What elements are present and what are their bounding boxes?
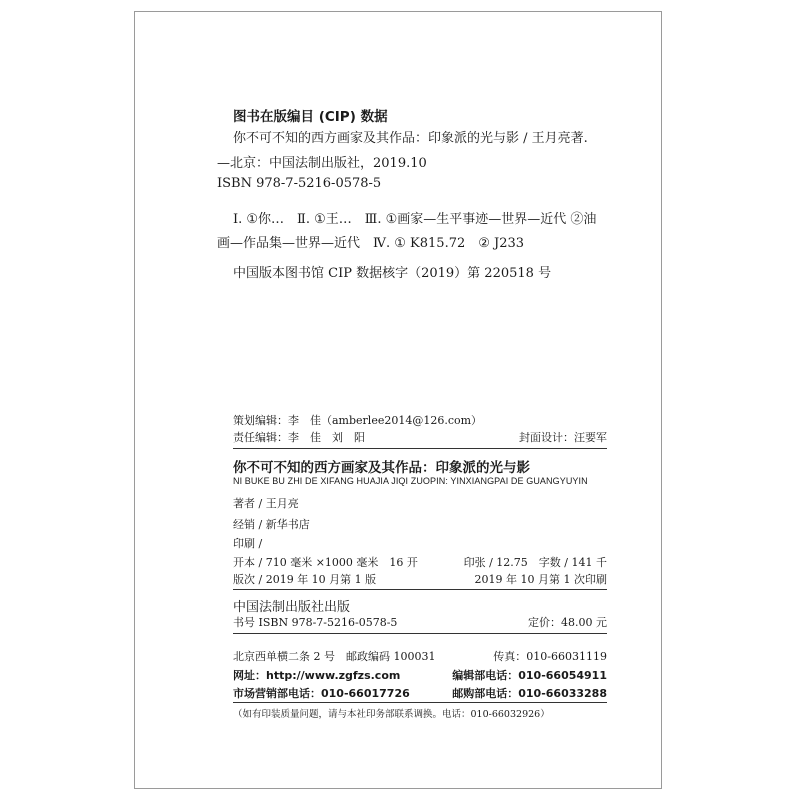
book-title-pinyin: NI BUKE BU ZHI DE XIFANG HUAJIA JIQI ZUOPIN: YINXIANGPAI DE GUANGYUYIN xyxy=(233,476,588,486)
cip-line-isbn: ISBN 978-7-5216-0578-5 xyxy=(217,176,382,191)
cip-line-classification-2: 画—作品集—世界—近代 Ⅳ. ① K815.72 ② J233 xyxy=(217,236,525,251)
book-sheets: 印张 / 12.75 字数 / 141 千 xyxy=(463,556,607,569)
quality-note: （如有印装质量问题，请与本社印务部联系调换。电话：010-66032926） xyxy=(233,709,550,720)
book-format: 开本 / 710 毫米 ×1000 毫米 16 开 xyxy=(233,556,418,569)
cip-line-title-author: 你不可不知的西方画家及其作品：印象派的光与影 / 王月亮著. xyxy=(233,131,588,146)
book-author: 著者 / 王月亮 xyxy=(233,497,299,510)
editor-row xyxy=(233,429,607,445)
copyright-page xyxy=(134,11,662,789)
mail-order-phone: 邮购部电话：010-66033288 xyxy=(452,687,607,700)
book-price: 定价：48.00 元 xyxy=(528,616,607,629)
cip-line-classification-1: Ⅰ. ①你… Ⅱ. ①王… Ⅲ. ①画家—生平事迹—世界—近代 ②油 xyxy=(233,212,597,227)
book-printer: 印刷 / xyxy=(233,537,263,550)
book-distributor: 经销 / 新华书店 xyxy=(233,518,310,531)
cip-title: 图书在版编目 (CIP) 数据 xyxy=(233,109,388,125)
phone-row xyxy=(233,685,607,701)
publisher-address: 北京西单横二条 2 号 邮政编码 100031 xyxy=(233,650,436,663)
marketing-phone: 市场营销部电话：010-66017726 xyxy=(233,687,410,700)
book-title: 你不可不知的西方画家及其作品：印象派的光与影 xyxy=(233,460,530,476)
website-row xyxy=(233,667,607,683)
isbn-row xyxy=(233,614,607,630)
book-number: 书号 ISBN 978-7-5216-0578-5 xyxy=(233,616,398,629)
publisher-name: 中国法制出版社出版 xyxy=(233,600,351,615)
cip-line-publication: —北京：中国法制出版社，2019.10 xyxy=(217,156,427,171)
responsible-editor: 责任编辑：李 佳 刘 阳 xyxy=(233,431,365,444)
book-edition: 版次 / 2019 年 10 月第 1 版 xyxy=(233,573,377,586)
divider xyxy=(233,633,607,634)
publisher-fax: 传真：010-66031119 xyxy=(493,650,607,663)
publisher-website: 网址：http://www.zgfzs.com xyxy=(233,669,401,682)
cip-line-data-number: 中国版本图书馆 CIP 数据核字（2019）第 220518 号 xyxy=(233,266,552,281)
address-row xyxy=(233,648,607,664)
divider xyxy=(233,589,607,590)
book-printing: 2019 年 10 月第 1 次印刷 xyxy=(474,573,607,586)
divider xyxy=(233,448,607,449)
planning-editor: 策划编辑：李 佳（amberlee2014@126.com） xyxy=(233,414,483,427)
edition-row xyxy=(233,571,607,587)
format-row xyxy=(233,554,607,570)
cover-designer: 封面设计：汪要军 xyxy=(519,431,607,444)
divider xyxy=(233,702,607,703)
editorial-phone: 编辑部电话：010-66054911 xyxy=(452,669,607,682)
